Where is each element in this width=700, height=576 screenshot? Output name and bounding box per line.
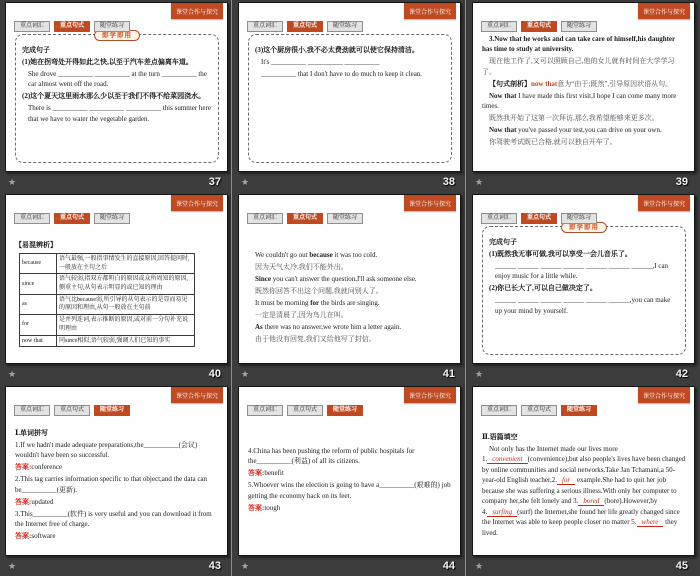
tab-key-vocabulary: 重点词汇: [481, 213, 517, 224]
slide-cell-39: [467, 0, 700, 192]
tab-class-practice: 随堂练习: [327, 21, 363, 32]
text-segment: now that: [531, 79, 558, 88]
tab-key-sentences: 重点句式: [287, 405, 323, 416]
slide-content: [248, 32, 452, 166]
tab-key-vocabulary: 重点词汇: [247, 213, 283, 224]
text-segment: (2)你已长大了,可以自己做决定了。: [489, 284, 597, 292]
tab-key-vocabulary: 重点词汇: [481, 21, 517, 32]
text-segment: 2.This tag carries information specific to that object,and the data can be__________(更新).: [15, 475, 208, 494]
tab-key-vocabulary: 重点词汇: [14, 21, 50, 32]
tab-key-vocabulary: 重点词汇: [247, 21, 283, 32]
text-segment: they lived.: [482, 518, 678, 537]
text-segment: 5.Whoever wins the election is going to have a__________(艰难的) job getting the economy back on its feet.: [248, 481, 451, 500]
animation-star-icon[interactable]: ★: [241, 178, 250, 188]
text-segment: 既然你回答不出这个问题,我就问别人了。: [255, 286, 383, 295]
section-banner: 课堂合作与探究: [404, 195, 456, 211]
text-segment: (convenience),but also people's lives have been changed by online communities and social networks.Take Jan Tchamani,a 50-year-old English teacher,2.: [482, 455, 686, 484]
text-segment: convenient: [487, 455, 527, 464]
slide-body: [489, 237, 679, 317]
text-segment: 意为“由于;既然”,引导原因状语从句。: [557, 79, 673, 88]
slide-cell-41: [233, 192, 467, 384]
slide-content: [248, 224, 452, 358]
animation-star-icon[interactable]: ★: [8, 562, 17, 572]
slide-thumbnail-45[interactable]: [472, 386, 695, 556]
slide-thumbnail-44[interactable]: [238, 386, 461, 556]
slide-number: 42: [675, 368, 688, 380]
text-line: [22, 69, 212, 90]
slide-number: 37: [208, 176, 221, 188]
tab-key-vocabulary: 重点词汇: [247, 405, 283, 416]
tab-key-sentences: 重点句式: [54, 405, 90, 416]
slide-body: [255, 45, 445, 80]
tab-key-sentences: 重点句式: [287, 213, 323, 224]
text-line: [489, 295, 679, 316]
slide-number: 45: [675, 560, 688, 572]
animation-star-icon[interactable]: ★: [241, 562, 250, 572]
section-banner: 课堂合作与探究: [171, 195, 223, 211]
slide-number: 38: [442, 176, 455, 188]
text-line: [248, 274, 452, 285]
text-segment: 3.Now that he works and can take care of himself,his daughter has time to study at university.: [482, 34, 676, 53]
animation-star-icon[interactable]: ★: [241, 370, 250, 380]
text-line: [482, 137, 686, 148]
text-segment: the birds are singing.: [319, 298, 380, 307]
apply-now-badge: 即学即用: [94, 30, 140, 41]
text-segment: 由于他没有回复,我们又给他写了封信。: [255, 334, 376, 343]
tab-bar: [14, 405, 130, 416]
slide-cell-44: [233, 384, 467, 576]
tab-class-practice: 随堂练习: [561, 213, 597, 224]
tab-class-practice: 随堂练习: [561, 21, 597, 32]
text-line: [248, 322, 452, 333]
table-cell-desc: 语气较弱,指双方都明白的原因或众所周知的原因,侧重主句,从句表示明显的或已知的理由: [57, 274, 195, 294]
section-banner: 课堂合作与探究: [638, 3, 690, 19]
slide-body: [15, 428, 219, 542]
text-segment: for: [557, 476, 575, 485]
text-line: [248, 298, 452, 309]
text-line: [248, 286, 452, 297]
text-line: [15, 474, 219, 495]
text-segment: ______ ______ ______ ______ ______ ______ ______,I can enjoy music for a little while.: [495, 261, 669, 280]
text-line: [248, 468, 452, 479]
slide-number: 39: [675, 176, 688, 188]
text-line: [489, 283, 679, 294]
text-segment: 答案:: [15, 532, 32, 540]
text-segment: Ⅱ.语篇填空: [482, 432, 518, 441]
text-line: [482, 91, 686, 112]
tab-key-vocabulary: 重点词汇: [481, 405, 517, 416]
table-row: [20, 335, 195, 347]
tab-key-vocabulary: 重点词汇: [14, 405, 50, 416]
table-row: [20, 274, 195, 294]
tab-class-practice: 随堂练习: [327, 213, 363, 224]
text-line: [15, 462, 219, 473]
slide-content: [248, 416, 452, 550]
tab-key-sentences: 重点句式: [287, 21, 323, 32]
apply-now-badge: 即学即用: [561, 222, 607, 233]
table-cell-word: since: [20, 274, 57, 294]
text-line: [482, 113, 686, 124]
slide-thumbnail-40[interactable]: [5, 194, 228, 364]
text-segment: updated: [31, 497, 54, 506]
table-row: [20, 315, 195, 335]
slide-body: [22, 45, 212, 125]
slide-content: [15, 224, 219, 358]
text-line: [482, 444, 686, 539]
slide-content: [482, 32, 686, 166]
text-line: [248, 334, 452, 345]
slide-number: 43: [208, 560, 221, 572]
text-segment: where: [637, 518, 664, 527]
text-segment: 因为天气太冷,我们不能外出。: [255, 262, 348, 271]
table-cell-word: because: [20, 254, 57, 274]
text-segment: 你驾驶考试既已合格,就可以独自开车了。: [489, 138, 617, 146]
text-line: [248, 503, 452, 514]
heading-confusable-analysis: 【易混辨析】: [15, 240, 57, 249]
text-segment: benefit: [264, 469, 284, 477]
table-cell-desc: 语气比because弱,所引导的从句表示的是显而易见的原因和理由,从句一般放在主句前: [57, 294, 195, 314]
animation-star-icon[interactable]: ★: [475, 562, 484, 572]
table-row: [20, 294, 195, 314]
text-segment: (2)这个夏天这里雨水那么少以至于我们不得不给菜园浇水。: [22, 92, 206, 100]
text-segment: (bore).However,by 4.: [482, 497, 658, 516]
tab-key-sentences: 重点句式: [54, 21, 90, 32]
text-segment: 1.If we hadn't made adequate preparations,the__________(会议) wouldn't have been so successful.: [15, 440, 198, 459]
text-segment: There is __________ __________ __________ this summer here that we have to water the vegetable garden.: [28, 104, 211, 123]
text-line: [22, 45, 212, 56]
tab-key-sentences: 重点句式: [54, 213, 90, 224]
text-segment: Now that: [489, 91, 517, 100]
text-segment: tough: [264, 503, 281, 512]
text-line: [248, 262, 452, 273]
text-line: [22, 57, 212, 68]
slide-number: 41: [442, 368, 455, 380]
table-cell-desc: 是并列连词,表示推断的原因,或对前一分句补充说明理由: [57, 315, 195, 335]
text-segment: you've passed your test,you can drive on your own.: [516, 126, 662, 134]
tab-class-practice: 随堂练习: [94, 405, 130, 416]
column-divider: [465, 0, 466, 576]
table-cell-word: now that: [20, 335, 57, 347]
text-segment: software: [31, 532, 56, 540]
text-segment: (1)既然我无事可做,我可以享受一会儿音乐了。: [489, 249, 632, 258]
dashed-exercise-box: [482, 226, 686, 355]
dashed-exercise-box: [248, 34, 452, 163]
slide-cell-40: [0, 192, 233, 384]
slide-body: [248, 446, 452, 514]
text-line: [255, 69, 445, 80]
column-divider: [231, 0, 232, 576]
text-segment: __________ that I don't have to do much to keep it clean.: [261, 69, 423, 78]
text-segment: 3.This__________(软件) is very useful and you can download it from the Internet free of charge.: [15, 509, 212, 528]
text-segment: Not only has the Internet made our lives more 1.: [482, 444, 618, 463]
slide-content: [15, 32, 219, 166]
comparison-table: [19, 253, 195, 347]
animation-star-icon[interactable]: ★: [475, 370, 484, 380]
slide-body: [248, 250, 452, 345]
text-line: [489, 249, 679, 260]
slide-cell-43: [0, 384, 233, 576]
text-segment: 完成句子: [22, 45, 50, 54]
section-banner: 课堂合作与探究: [171, 387, 223, 403]
text-segment: 答案:: [248, 469, 265, 477]
section-banner: 课堂合作与探究: [404, 387, 456, 403]
text-segment: conference: [31, 463, 63, 471]
slide-cell-38: [233, 0, 467, 192]
text-segment: bored: [578, 497, 604, 506]
text-segment: you can't answer the question,I'll ask someone else.: [270, 274, 417, 283]
text-line: [482, 79, 686, 90]
tab-key-vocabulary: 重点词汇: [14, 213, 50, 224]
text-line: [482, 56, 686, 77]
tab-class-practice: 随堂练习: [94, 21, 130, 32]
animation-star-icon[interactable]: ★: [8, 370, 17, 380]
text-segment: (3)这个厨房很小,我不必太费劲就可以使它保持清洁。: [255, 45, 419, 54]
text-line: [248, 446, 452, 467]
text-segment: it was too cold.: [332, 250, 378, 259]
text-segment: She drove __________ __________ at the turn __________ the car almost went off the road.: [28, 69, 207, 88]
text-segment: surfing: [487, 508, 517, 517]
text-segment: (1)她在拐弯处开得如此之快,以至于汽车差点偏离车道。: [22, 57, 193, 66]
slide-thumbnail-37[interactable]: [5, 2, 228, 172]
table-cell-desc: 同since相似,语气较弱,强调人们已知的事实: [57, 335, 195, 347]
text-line: [482, 34, 686, 55]
text-segment: As: [255, 322, 263, 331]
section-banner: 课堂合作与探究: [404, 3, 456, 19]
text-segment: We couldn't go out: [255, 250, 310, 259]
text-line: [15, 509, 219, 530]
text-segment: (surf) the Internet,she found her life greatly changed since the Internet was able to keep people closer no matter 5.: [482, 507, 680, 526]
text-segment: ______ ______ ______ ______ ______ ______,you can make up your mind by yourself.: [495, 296, 671, 315]
text-segment: Ⅰ.单词拼写: [15, 428, 49, 437]
table-cell-word: for: [20, 315, 57, 335]
text-segment: 【句式剖析】: [489, 79, 531, 88]
tab-class-practice: 随堂练习: [561, 405, 597, 416]
dashed-exercise-box: [15, 34, 219, 163]
text-segment: 答案:: [248, 503, 265, 512]
slide-thumbnail-43[interactable]: [5, 386, 228, 556]
text-line: [15, 531, 219, 542]
slide-number: 44: [442, 560, 455, 572]
slide-cell-45: [467, 384, 700, 576]
text-segment: because: [309, 250, 333, 259]
tab-bar: [481, 21, 597, 32]
slide-cell-37: [0, 0, 233, 192]
text-line: [248, 250, 452, 261]
text-segment: there was no answer,we wrote him a letter again.: [262, 322, 402, 331]
animation-star-icon[interactable]: ★: [8, 178, 17, 188]
text-line: [248, 310, 452, 321]
slide-content: [482, 416, 686, 550]
tab-bar: [247, 21, 363, 32]
slide-body: [482, 432, 686, 539]
slide-thumbnail-41[interactable]: [238, 194, 461, 364]
table-cell-word: as: [20, 294, 57, 314]
text-segment: I have made this first visit,I hope I can come many more times.: [482, 91, 677, 110]
text-segment: Since: [255, 274, 271, 283]
text-line: [15, 440, 219, 461]
text-segment: example.She had to quit her job because she was suffering a serious illness.With only her computer to company her,she felt lonely and 3.: [482, 476, 677, 505]
tab-key-sentences: 重点句式: [521, 213, 557, 224]
tab-class-practice: 随堂练习: [327, 405, 363, 416]
text-line: [482, 432, 686, 443]
tab-bar: [481, 213, 597, 224]
text-segment: 答案:: [15, 463, 32, 471]
text-segment: 一定是清晨了,因为鸟儿在叫。: [255, 310, 348, 319]
text-segment: 现在他工作了,又可以照顾自己,他的女儿就有时间在大学学习了。: [482, 57, 675, 76]
text-line: [22, 91, 212, 102]
slide-cell-42: [467, 192, 700, 384]
tab-bar: [247, 405, 363, 416]
text-line: [248, 480, 452, 501]
tab-bar: [14, 213, 130, 224]
text-segment: Now that: [489, 126, 517, 134]
text-segment: 完成句子: [489, 237, 517, 246]
tab-bar: [481, 405, 597, 416]
text-line: [489, 261, 679, 282]
text-segment: 既然我开始了这第一次拜访,那么我希望能够来更多次。: [489, 114, 659, 122]
slide-content: [15, 416, 219, 550]
tab-key-sentences: 重点句式: [521, 21, 557, 32]
text-segment: for: [310, 298, 320, 307]
text-segment: It must be morning: [255, 298, 311, 307]
table-row: [20, 254, 195, 274]
text-line: [489, 237, 679, 248]
slide-thumbnail-42[interactable]: [472, 194, 695, 364]
text-segment: It's __________ __________ __________: [261, 57, 380, 66]
tab-bar: [14, 21, 130, 32]
slide-number: 40: [208, 368, 221, 380]
section-banner: 课堂合作与探究: [638, 195, 690, 211]
animation-star-icon[interactable]: ★: [475, 178, 484, 188]
text-segment: 答案:: [15, 497, 32, 506]
text-line: [482, 125, 686, 136]
slide-body: [482, 34, 686, 148]
section-banner: 课堂合作与探究: [638, 387, 690, 403]
slide-thumbnail-38[interactable]: [238, 2, 461, 172]
tab-key-sentences: 重点句式: [521, 405, 557, 416]
text-line: [15, 497, 219, 508]
tab-class-practice: 随堂练习: [94, 213, 130, 224]
section-banner: 课堂合作与探究: [171, 3, 223, 19]
text-segment: 4.China has been pushing the reform of public hospitals for the__________(利益) of all its citizens.: [248, 446, 415, 465]
slide-content: [482, 224, 686, 358]
table-cell-desc: 语气最强,一般指事情发生的直接原因,回答提问时,一般放在主句之后: [57, 254, 195, 274]
text-line: [15, 428, 219, 439]
slide-thumbnail-39[interactable]: [472, 2, 695, 172]
text-line: [22, 103, 212, 124]
text-line: [255, 45, 445, 56]
text-line: [255, 57, 445, 68]
tab-bar: [247, 213, 363, 224]
